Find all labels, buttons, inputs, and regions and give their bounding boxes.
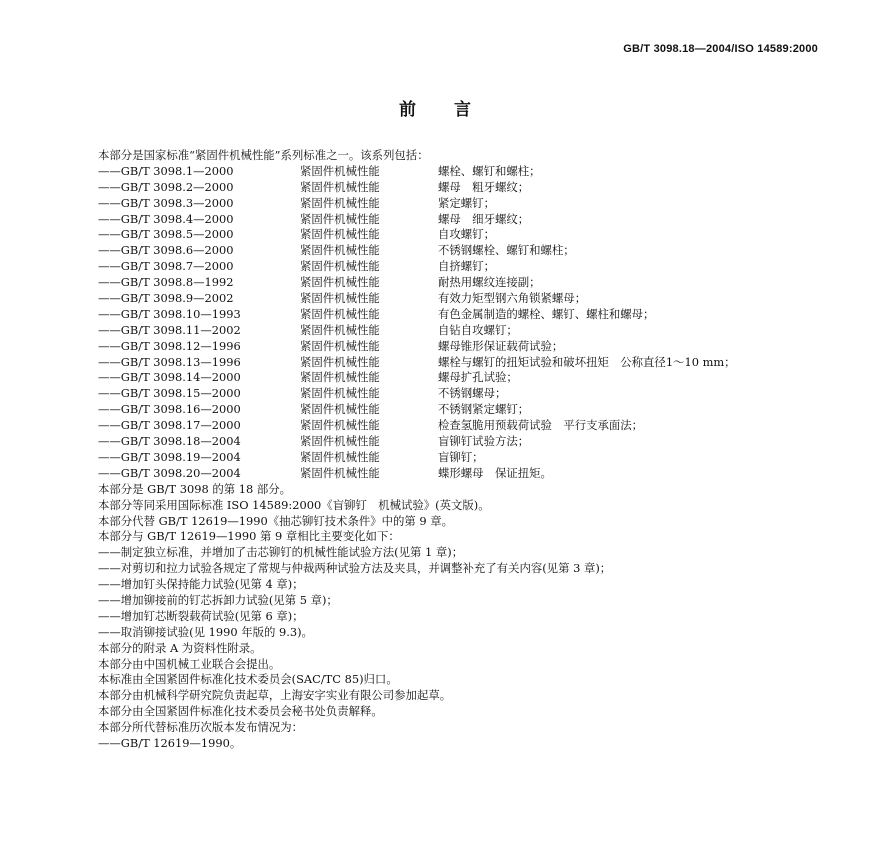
series-topic: 盲铆钉试验方法； [438,434,530,449]
standard-number-header: GB/T 3098.18—2004/ISO 14589:2000 [623,43,818,55]
series-topic: 螺母 粗牙螺纹； [438,179,530,194]
series-topic: 自钻自攻螺钉； [438,322,518,337]
paragraph: 本部分的附录 A 为资料性附录。 [98,640,262,655]
change-item: ——增加铆接前的钉芯拆卸力试验(见第 5 章)； [98,592,338,607]
series-item [98,180,818,196]
series-topic: 有色金属制造的螺栓、螺钉、螺柱和螺母； [438,306,655,321]
series-topic: 螺栓、螺钉和螺柱； [438,163,541,178]
paragraph: 本部分所代替标准历次版本发布情况为： [98,720,304,735]
series-item [98,323,818,339]
series-item [98,402,818,418]
history-list [98,736,818,752]
series-item [98,386,818,402]
standard-series-list [98,164,818,482]
series-topic: 螺母锥形保证载荷试验； [438,338,564,353]
series-category: 紧固件机械性能 [300,227,380,242]
history-item: ——GB/T 12619—1990。 [98,735,242,750]
series-category: 紧固件机械性能 [300,465,380,480]
series-item [98,466,818,482]
series-category: 紧固件机械性能 [300,354,380,369]
change-item: ——增加钉头保持能力试验(见第 4 章)； [98,577,304,592]
paragraph: 本部分由中国机械工业联合会提出。 [98,656,281,671]
change-item: ——取消铆接试验(见 1990 年版的 9.3)。 [98,624,313,639]
series-category: 紧固件机械性能 [300,195,380,210]
series-category: 紧固件机械性能 [300,306,380,321]
series-code: ——GB/T 3098.17—2000 [98,418,241,433]
series-code: ——GB/T 3098.20—2004 [98,465,241,480]
page-title: 前言 [399,100,509,120]
foreword-body [98,148,818,752]
series-topic: 有效力矩型钢六角锁紧螺母； [438,291,587,306]
series-topic: 自攻螺钉； [438,227,495,242]
series-item [98,291,818,307]
paragraph: 本部分是 GB/T 3098 的第 18 部分。 [98,481,292,496]
series-item [98,259,818,275]
series-category: 紧固件机械性能 [300,418,380,433]
series-category: 紧固件机械性能 [300,259,380,274]
paragraphs-group-b [98,641,818,736]
series-item [98,370,818,386]
paragraph: 本标准由全国紧固件标准化技术委员会(SAC/TC 85)归口。 [98,672,398,687]
series-item [98,196,818,212]
series-item [98,339,818,355]
series-code: ——GB/T 3098.15—2000 [98,386,241,401]
paragraphs-group-a [98,482,818,546]
series-code: ——GB/T 3098.5—2000 [98,227,234,242]
changes-list [98,545,818,640]
series-category: 紧固件机械性能 [300,179,380,194]
series-code: ——GB/T 3098.19—2004 [98,449,241,464]
series-item [98,243,818,259]
change-item: ——增加钉芯断裂载荷试验(见第 6 章)； [98,608,304,623]
series-category: 紧固件机械性能 [300,402,380,417]
series-code: ——GB/T 3098.16—2000 [98,402,241,417]
series-code: ——GB/T 3098.13—1996 [98,354,241,369]
series-topic: 自挤螺钉； [438,259,495,274]
series-category: 紧固件机械性能 [300,211,380,226]
series-topic: 螺栓与螺钉的扭矩试验和破坏扭矩 公称直径1～10 mm； [438,354,736,369]
series-code: ——GB/T 3098.8—1992 [98,275,234,290]
series-item [98,450,818,466]
series-category: 紧固件机械性能 [300,322,380,337]
paragraph: 本部分由全国紧固件标准化技术委员会秘书处负责解释。 [98,704,383,719]
series-topic: 耐热用螺纹连接副； [438,275,541,290]
series-topic: 螺母扩孔试验； [438,370,518,385]
series-category: 紧固件机械性能 [300,163,380,178]
series-category: 紧固件机械性能 [300,386,380,401]
paragraph: 本部分由机械科学研究院负责起草，上海安字实业有限公司参加起草。 [98,688,452,703]
series-item [98,355,818,371]
series-code: ——GB/T 3098.2—2000 [98,179,234,194]
series-topic: 螺母 细牙螺纹； [438,211,530,226]
series-category: 紧固件机械性能 [300,275,380,290]
series-topic: 不锈钢螺栓、螺钉和螺柱； [438,243,575,258]
series-code: ——GB/T 3098.14—2000 [98,370,241,385]
series-item [98,212,818,228]
intro-paragraph: 本部分是国家标准“紧固件机械性能”系列标准之一。该系列包括： [98,148,429,162]
series-code: ——GB/T 3098.18—2004 [98,434,241,449]
paragraph: 本部分代替 GB/T 12619—1990《抽芯铆钉技术条件》中的第 9 章。 [98,513,454,528]
paragraph: 本部分等同采用国际标准 ISO 14589:2000《盲铆钉 机械试验》(英文版)。 [98,497,490,512]
series-category: 紧固件机械性能 [300,370,380,385]
series-code: ——GB/T 3098.11—2002 [98,322,241,337]
series-code: ——GB/T 3098.7—2000 [98,259,234,274]
paragraph: 本部分与 GB/T 12619—1990 第 9 章相比主要变化如下： [98,529,400,544]
series-category: 紧固件机械性能 [300,291,380,306]
series-code: ——GB/T 3098.1—2000 [98,163,234,178]
series-code: ——GB/T 3098.9—2002 [98,291,234,306]
series-topic: 不锈钢螺母； [438,386,507,401]
series-item [98,434,818,450]
series-topic: 盲铆钉； [438,449,484,464]
series-category: 紧固件机械性能 [300,243,380,258]
series-topic: 检查氢脆用预载荷试验 平行支承面法； [438,418,644,433]
series-item [98,307,818,323]
series-category: 紧固件机械性能 [300,449,380,464]
series-topic: 不锈钢紧定螺钉； [438,402,530,417]
series-code: ——GB/T 3098.4—2000 [98,211,234,226]
series-item [98,227,818,243]
series-item [98,418,818,434]
change-item: ——对剪切和拉力试验各规定了常规与仲裁两种试验方法及夹具，并调整补充了有关内容(见第 3 章)； [98,561,612,576]
series-code: ——GB/T 3098.12—1996 [98,338,241,353]
series-topic: 蝶形螺母 保证扭矩。 [438,465,552,480]
series-code: ——GB/T 3098.3—2000 [98,195,234,210]
series-code: ——GB/T 3098.6—2000 [98,243,234,258]
series-code: ——GB/T 3098.10—1993 [98,306,241,321]
change-item: ——制定独立标准，并增加了击芯铆钉的机械性能试验方法(见第 1 章)； [98,545,464,560]
series-item [98,275,818,291]
series-category: 紧固件机械性能 [300,434,380,449]
series-item [98,164,818,180]
series-category: 紧固件机械性能 [300,338,380,353]
series-topic: 紧定螺钉； [438,195,495,210]
